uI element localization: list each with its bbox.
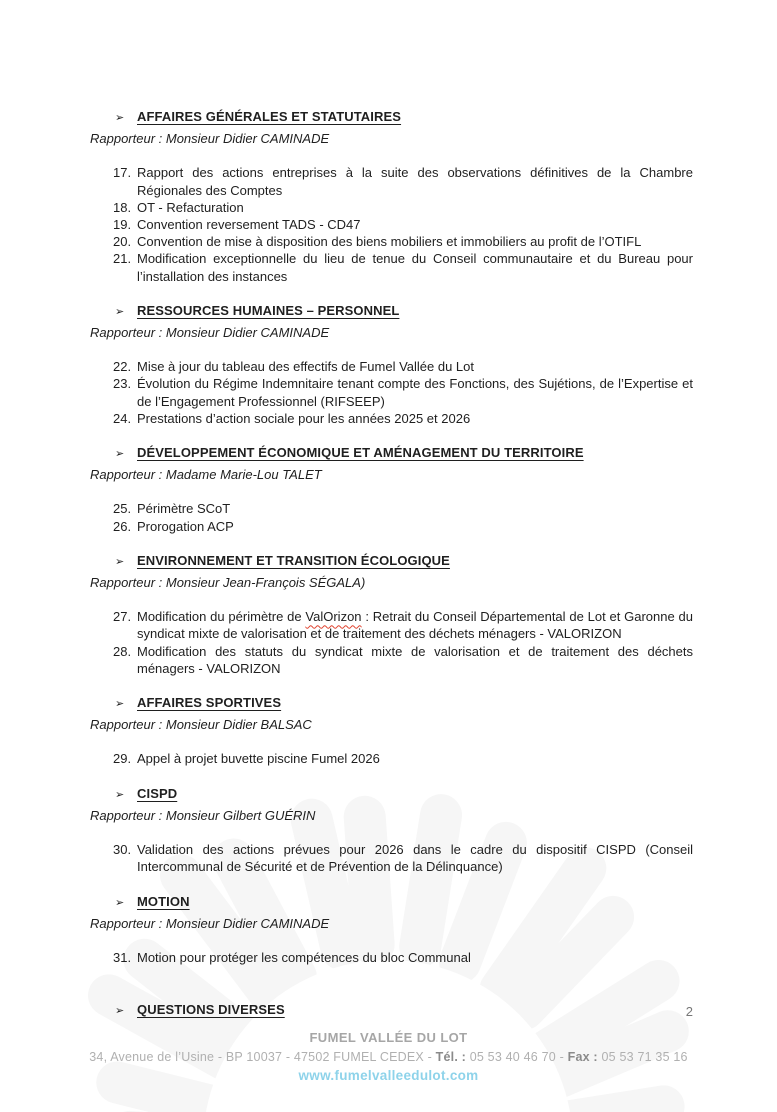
section-affaires-generales	[90, 108, 693, 285]
section-title: MOTION	[137, 893, 190, 909]
item-text: Validation des actions prévues pour 2026 dans le cadre du dispositif CISPD (Conseil Intercommunal de Sécurité et de Prévention de la Délinquance)	[137, 842, 693, 875]
footer-address-line	[0, 1050, 777, 1064]
footer-fax-value: 05 53 71 35 16	[597, 1050, 688, 1064]
section-title: CISPD	[137, 785, 178, 801]
footer-website-link[interactable]: www.fumelvalleedulot.com	[298, 1068, 479, 1083]
item-text: Convention reversement TADS - CD47	[137, 217, 361, 233]
item-text	[137, 608, 693, 642]
agenda-item	[113, 841, 693, 875]
section-title: ENVIRONNEMENT ET TRANSITION ÉCOLOGIQUE	[137, 552, 450, 568]
agenda-items	[90, 841, 693, 875]
item-number: 20.	[113, 234, 132, 250]
agenda-item	[113, 643, 693, 677]
section-heading	[115, 694, 693, 713]
rapporteur-line: Rapporteur : Monsieur Jean-François SÉGALA)	[90, 575, 366, 591]
agenda-items	[90, 949, 693, 966]
section-title: RESSOURCES HUMAINES – PERSONNEL	[137, 302, 400, 318]
page-number: 2	[685, 1004, 693, 1019]
rapporteur-line: Rapporteur : Monsieur Didier CAMINADE	[90, 131, 330, 147]
item-number: 31.	[113, 949, 132, 965]
item-number: 19.	[113, 217, 132, 233]
item-number: 18.	[113, 199, 132, 215]
item-number: 30.	[113, 842, 132, 858]
agenda-items	[90, 500, 693, 534]
arrow-bullet-icon: ➢	[115, 555, 125, 568]
agenda-item	[113, 518, 693, 535]
section-heading	[115, 785, 693, 804]
agenda-item	[113, 500, 693, 517]
item-text: OT - Refacturation	[137, 199, 244, 215]
agenda-item	[113, 358, 693, 375]
agenda-item	[113, 375, 693, 409]
item-text: Rapport des actions entreprises à la suite des observations définitives de la Chambre Régionales des Comptes	[137, 165, 693, 198]
section-heading	[115, 1001, 693, 1020]
item-number: 26.	[113, 518, 132, 534]
item-text: Évolution du Régime Indemnitaire tenant compte des Fonctions, des Sujétions, de l’Expertise et de l’Engagement Professionnel (RIFSEEP)	[137, 376, 693, 409]
item-text: Appel à projet buvette piscine Fumel 2026	[137, 751, 380, 767]
rapporteur-line: Rapporteur : Monsieur Didier BALSAC	[90, 717, 312, 733]
arrow-bullet-icon: ➢	[115, 788, 125, 801]
item-number: 17.	[113, 165, 132, 181]
item-text: Prestations d’action sociale pour les années 2025 et 2026	[137, 410, 471, 426]
item-text: Modification des statuts du syndicat mixte de valorisation et de traitement des déchets ménagers - VALORIZON	[137, 643, 693, 676]
section-title: QUESTIONS DIVERSES	[137, 1002, 285, 1018]
agenda-item	[113, 216, 693, 233]
footer-tel-label: Tél. :	[435, 1050, 467, 1064]
arrow-bullet-icon: ➢	[115, 698, 125, 711]
item-number: 27.	[113, 609, 132, 625]
section-heading	[115, 108, 693, 127]
section-heading	[115, 552, 693, 571]
item-number: 29.	[113, 751, 132, 767]
arrow-bullet-icon: ➢	[115, 305, 125, 318]
agenda-item	[113, 949, 693, 966]
section-questions-diverses	[90, 1001, 693, 1020]
item-text: Prorogation ACP	[137, 518, 234, 534]
agenda-item	[113, 199, 693, 216]
arrow-bullet-icon: ➢	[115, 448, 125, 461]
section-developpement-economique	[90, 444, 693, 535]
agenda-item	[113, 233, 693, 250]
item-text: Motion pour protéger les compétences du bloc Communal	[137, 949, 471, 965]
item-text: Convention de mise à disposition des biens mobiliers et immobiliers au profit de l’OTIFL	[137, 234, 642, 250]
spellcheck-flagged-word: ValOrizon	[305, 609, 362, 625]
item-number: 22.	[113, 359, 132, 375]
agenda-item	[113, 410, 693, 427]
footer-tel-value: 05 53 40 46 70 -	[466, 1050, 568, 1064]
section-motion	[90, 893, 693, 967]
section-title: AFFAIRES GÉNÉRALES ET STATUTAIRES	[137, 109, 402, 124]
section-title: DÉVELOPPEMENT ÉCONOMIQUE ET AMÉNAGEMENT DU TERRITOIRE	[137, 445, 584, 461]
footer-fax-label: Fax :	[567, 1050, 598, 1064]
agenda-items	[90, 358, 693, 427]
item-text: Modification exceptionnelle du lieu de tenue du Conseil communautaire et du Bureau pour l’installation des instances	[137, 251, 693, 284]
rapporteur-line: Rapporteur : Monsieur Didier CAMINADE	[90, 915, 330, 931]
section-heading	[115, 893, 693, 912]
agenda-items	[90, 164, 693, 284]
section-heading	[115, 444, 693, 463]
footer-organization-name: FUMEL VALLÉE DU LOT	[309, 1030, 468, 1045]
section-ressources-humaines	[90, 302, 693, 427]
agenda-items	[90, 608, 693, 677]
item-number: 25.	[113, 501, 132, 517]
agenda-item	[113, 750, 693, 767]
item-number: 24.	[113, 410, 132, 426]
item-text-suffix: : Retrait du Conseil Départemental de Lot et Garonne du syndicat mixte de valorisation et de traitement des déchets ménagers - VALORIZON	[137, 609, 693, 642]
section-title: AFFAIRES SPORTIVES	[137, 695, 282, 711]
agenda-items	[90, 750, 693, 767]
item-number: 28.	[113, 643, 132, 659]
rapporteur-line: Rapporteur : Monsieur Gilbert GUÉRIN	[90, 807, 316, 823]
item-number: 23.	[113, 376, 132, 392]
agenda-item	[113, 608, 693, 642]
arrow-bullet-icon: ➢	[115, 112, 125, 124]
section-affaires-sportives	[90, 694, 693, 768]
section-cispd	[90, 785, 693, 876]
section-heading	[115, 302, 693, 321]
arrow-bullet-icon: ➢	[115, 1005, 125, 1018]
arrow-bullet-icon: ➢	[115, 896, 125, 909]
agenda-item	[113, 250, 693, 284]
footer-address: 34, Avenue de l’Usine - BP 10037 - 47502 FUMEL CEDEX -	[89, 1050, 436, 1064]
agenda-item	[113, 164, 693, 198]
item-number: 21.	[113, 251, 132, 267]
item-text: Périmètre SCoT	[137, 501, 231, 517]
section-environnement	[90, 552, 693, 677]
rapporteur-line: Rapporteur : Madame Marie-Lou TALET	[90, 467, 322, 483]
item-text-prefix: Modification du périmètre de	[137, 609, 306, 625]
item-text: Mise à jour du tableau des effectifs de Fumel Vallée du Lot	[137, 359, 474, 375]
rapporteur-line: Rapporteur : Monsieur Didier CAMINADE	[90, 325, 330, 341]
